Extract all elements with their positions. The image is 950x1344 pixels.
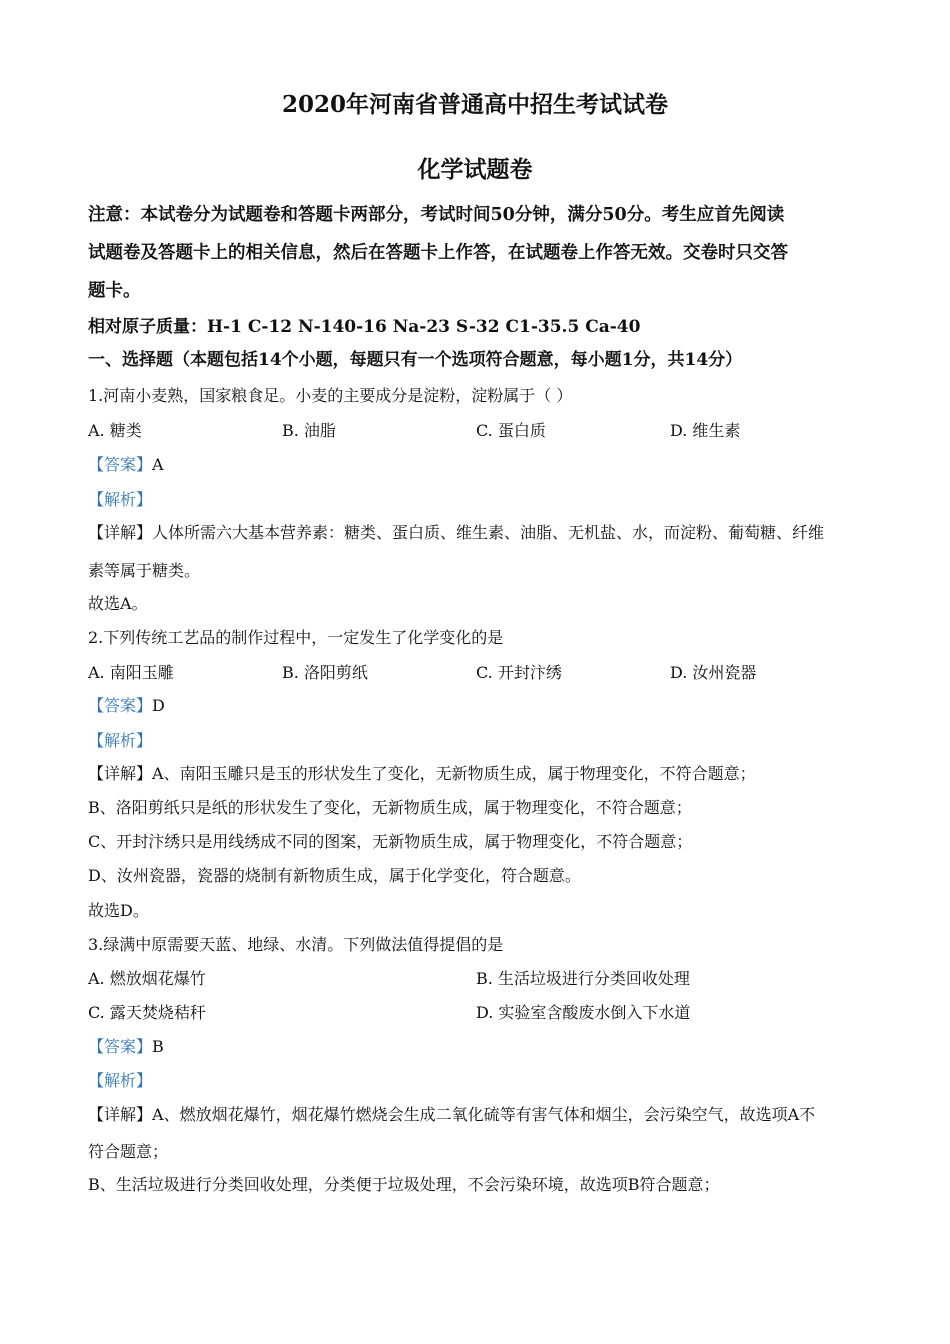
answer-label: 【答案】 — [88, 696, 153, 715]
q2-option-b: B. 洛阳剪纸 — [282, 663, 368, 682]
q1-conclusion: 故选A。 — [88, 594, 148, 613]
atomic-mass: 相对原子质量：H-1 C-12 N-140-16 Na-23 S-32 C1-35.5 Ca-40 — [88, 317, 641, 337]
q1-option-b: B. 油脂 — [282, 421, 336, 440]
q1-detail-line-2: 素等属于糖类。 — [88, 561, 201, 580]
question-3-stem: 3.绿满中原需要天蓝、地绿、水清。下列做法值得提倡的是 — [88, 935, 504, 954]
detail-label: 【详解】 — [88, 1105, 153, 1124]
page-subtitle: 化学试题卷 — [417, 156, 533, 183]
q2-detail-line-2: B、洛阳剪纸只是纸的形状发生了变化，无新物质生成，属于物理变化，不符合题意； — [88, 798, 692, 817]
q2-answer — [88, 698, 165, 714]
q3-option-d: D. 实验室含酸废水倒入下水道 — [476, 1003, 691, 1022]
q1-option-a: A. 糖类 — [88, 421, 142, 440]
q3-detail-line-2: 符合题意； — [88, 1142, 169, 1161]
q3-option-b: B. 生活垃圾进行分类回收处理 — [476, 969, 690, 988]
q2-detail-line-3: C、开封汴绣只是用线绣成不同的图案，无新物质生成，属于物理变化，不符合题意； — [88, 832, 693, 851]
q2-analysis-label: 【解析】 — [88, 731, 153, 750]
q3-answer — [88, 1039, 164, 1055]
detail-text: 人体所需六大基本营养素：糖类、蛋白质、维生素、油脂、无机盐、水，而淀粉、葡萄糖、纤维 — [152, 523, 825, 542]
page-title: 2020年河南省普通高中招生考试试卷 — [281, 91, 668, 118]
detail-label: 【详解】 — [88, 764, 153, 783]
q1-answer — [88, 457, 164, 473]
q2-detail-line-4: D、汝州瓷器，瓷器的烧制有新物质生成，属于化学变化，符合题意。 — [88, 866, 581, 885]
q1-option-c: C. 蛋白质 — [476, 421, 546, 440]
answer-value: D — [152, 696, 165, 715]
notice-line-2: 试题卷及答题卡上的相关信息，然后在答题卡上作答，在试题卷上作答无效。交卷时只交答 — [88, 243, 788, 263]
notice-line-1: 注意：本试卷分为试题卷和答题卡两部分，考试时间50分钟，满分50分。考生应首先阅读 — [88, 205, 785, 225]
q1-analysis-label: 【解析】 — [88, 490, 153, 509]
detail-label: 【详解】 — [88, 523, 153, 542]
answer-value: B — [152, 1037, 164, 1056]
answer-label: 【答案】 — [88, 455, 153, 474]
q3-analysis-label: 【解析】 — [88, 1071, 153, 1090]
q2-option-a: A. 南阳玉雕 — [88, 663, 174, 682]
question-1-stem: 1.河南小麦熟，国家粮食足。小麦的主要成分是淀粉，淀粉属于（ ） — [88, 386, 573, 405]
q2-option-d: D. 汝州瓷器 — [670, 663, 757, 682]
q2-detail-line-1 — [88, 766, 756, 782]
q1-detail-line-1 — [88, 525, 824, 541]
notice-line-3: 题卡。 — [88, 281, 141, 301]
section-heading: 一、选择题（本题包括14个小题，每题只有一个选项符合题意，每小题1分，共14分） — [88, 350, 743, 370]
q3-option-a: A. 燃放烟花爆竹 — [88, 969, 206, 988]
detail-text: A、燃放烟花爆竹，烟花爆竹燃烧会生成二氧化硫等有害气体和烟尘，会污染空气，故选项A不 — [152, 1105, 816, 1124]
q1-option-d: D. 维生素 — [670, 421, 741, 440]
question-2-stem: 2.下列传统工艺品的制作过程中，一定发生了化学变化的是 — [88, 628, 504, 647]
q3-option-c: C. 露天焚烧秸秆 — [88, 1003, 206, 1022]
answer-label: 【答案】 — [88, 1037, 153, 1056]
q3-detail-line-1 — [88, 1107, 815, 1123]
q2-option-c: C. 开封汴绣 — [476, 663, 562, 682]
answer-value: A — [152, 455, 164, 474]
q2-conclusion: 故选D。 — [88, 901, 149, 920]
detail-text: A、南阳玉雕只是玉的形状发生了变化，无新物质生成，属于物理变化，不符合题意； — [152, 764, 756, 783]
q3-detail-line-3: B、生活垃圾进行分类回收处理，分类便于垃圾处理，不会污染环境，故选项B符合题意； — [88, 1175, 720, 1194]
